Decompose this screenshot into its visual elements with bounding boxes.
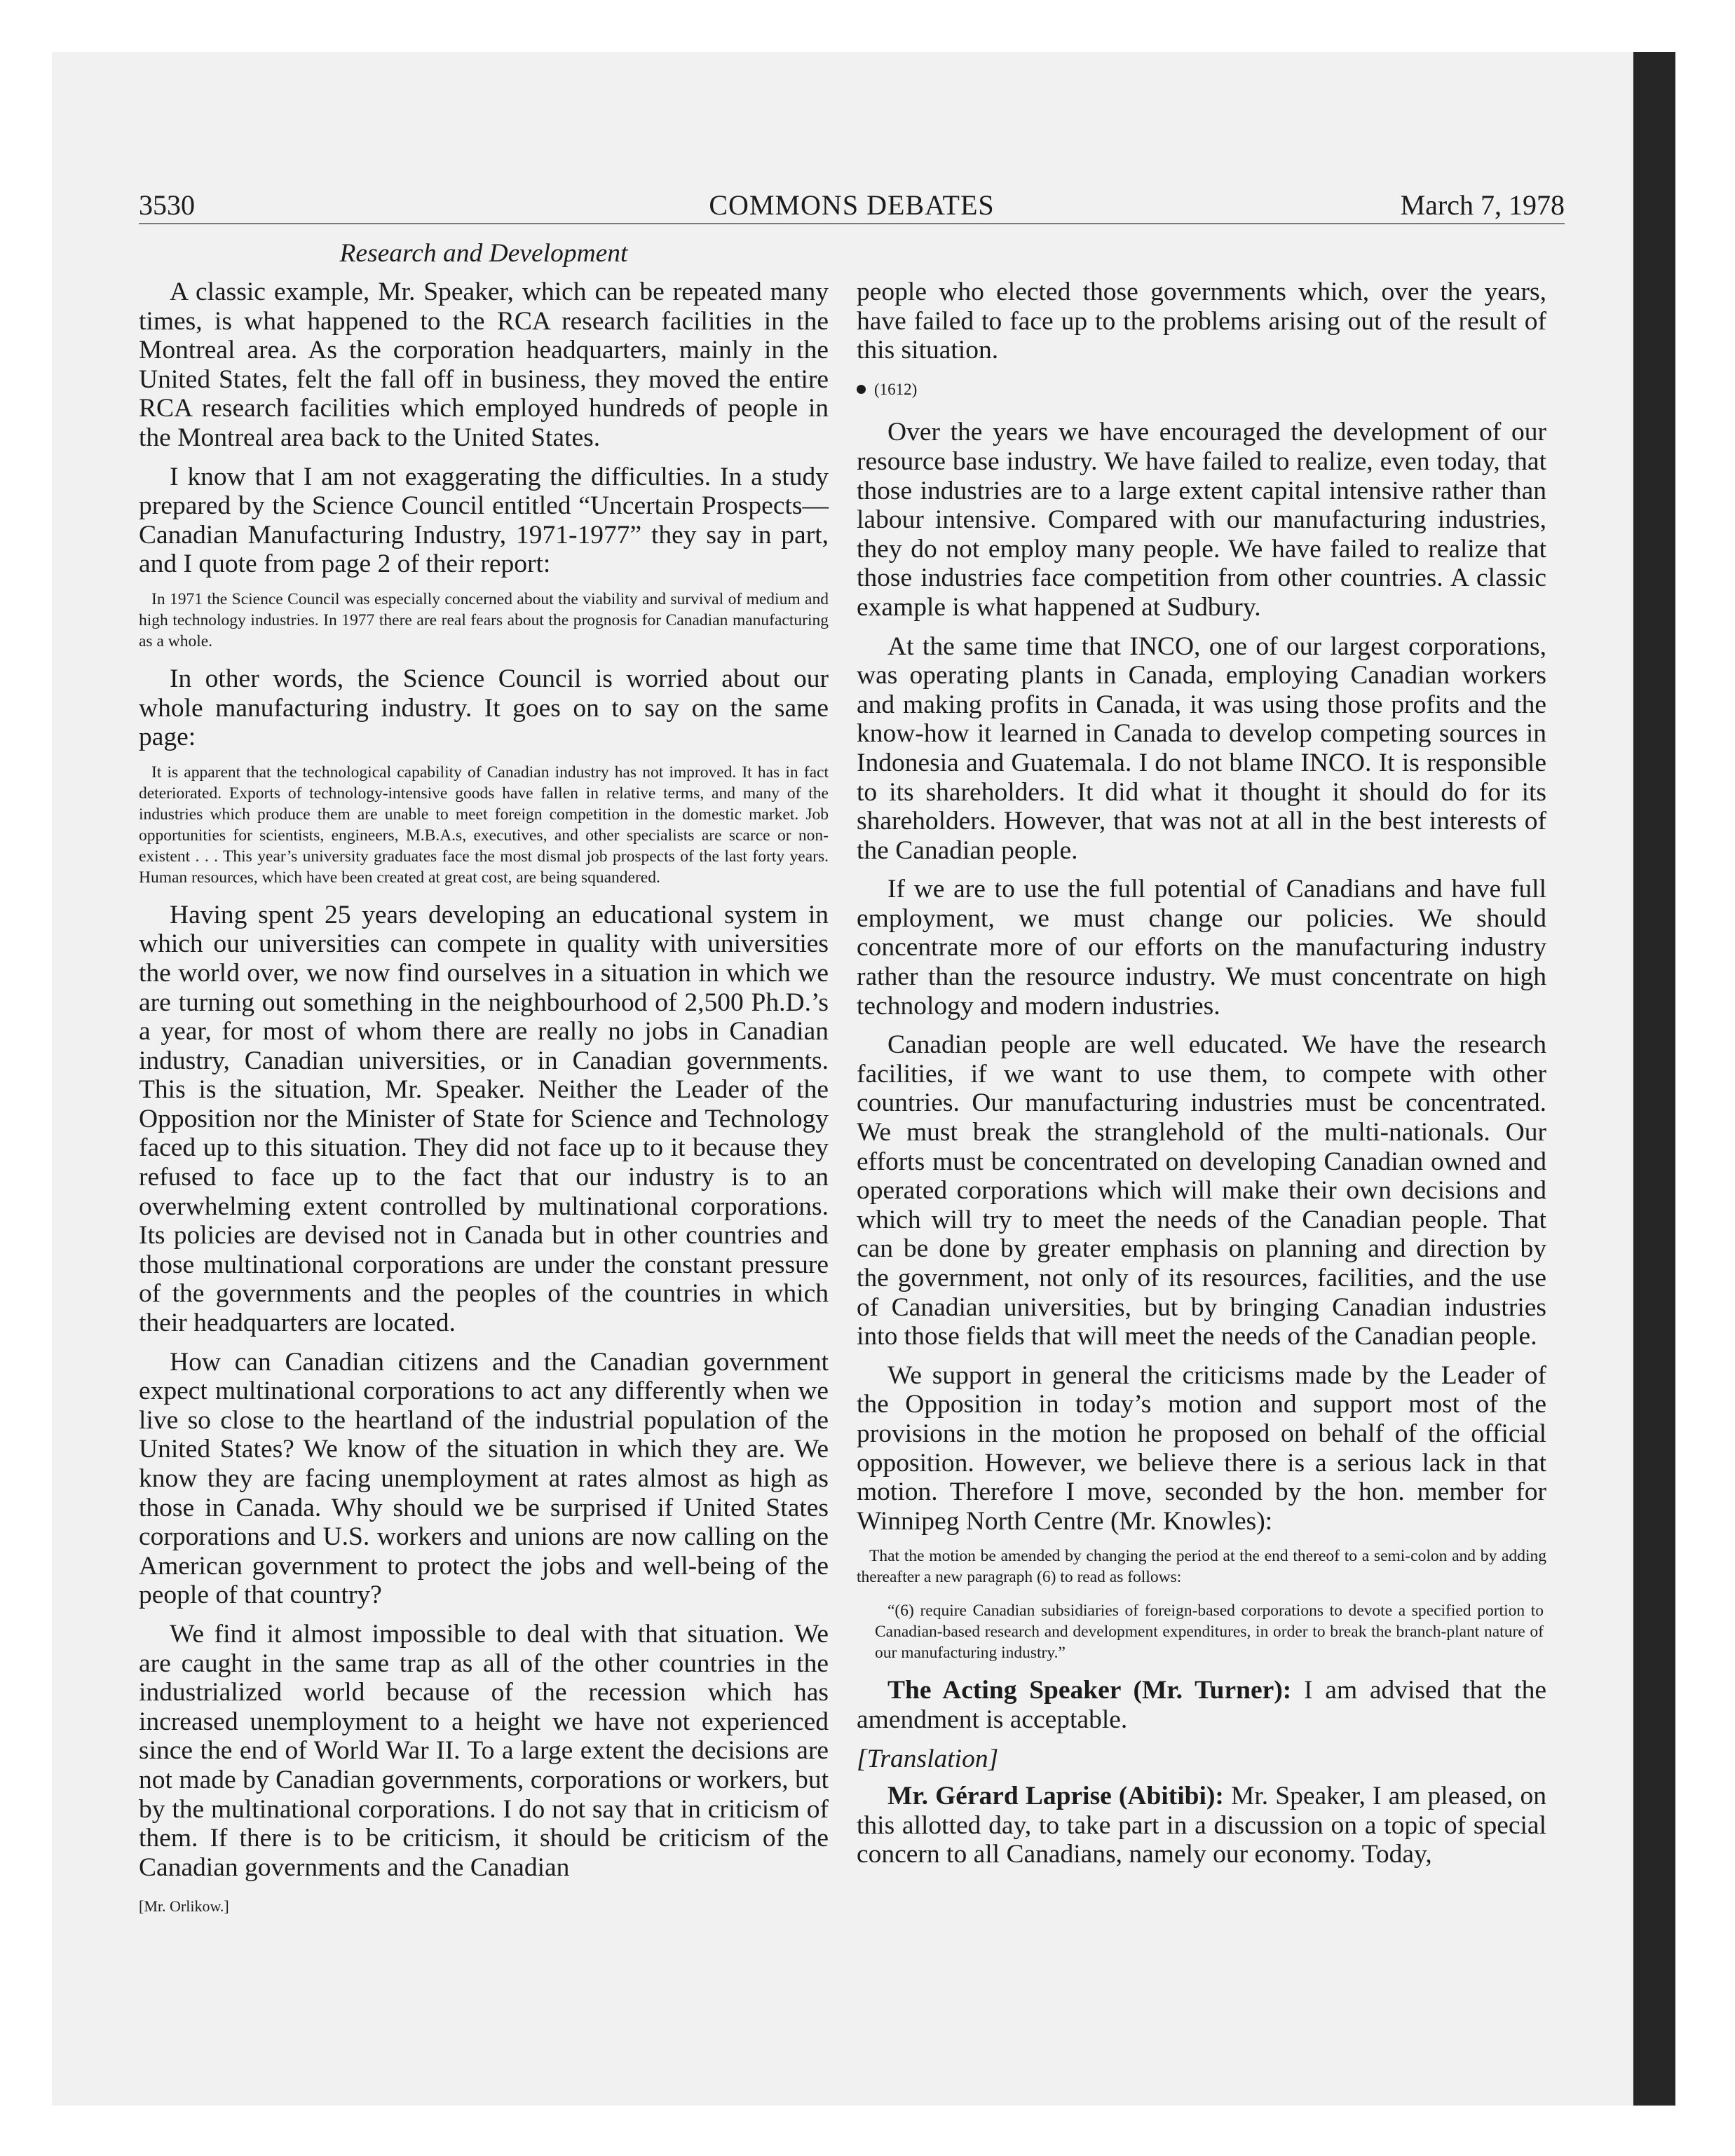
motion-quote: “(6) require Canadian subsidiaries of foreign-based corporations to devote a specified portion to Canadian-based research and development expenditures, in order to break the branch-plant nature of our manufacturing industry.” xyxy=(875,1602,1544,1663)
speech-text: I am advised that the amendment is acceptable. xyxy=(857,1676,1546,1734)
translation-label: [Translation] xyxy=(857,1744,999,1773)
scan-edge-bar xyxy=(1633,52,1675,2106)
bullet-icon xyxy=(857,385,866,394)
paragraph: Having spent 25 years developing an educational system in which our universities can compete in quality with universities the world over, we now find ourselves in a situation in which we are turning out something in the neighbourhood of 2,500 Ph.D.’s a year, for most of whom there are really no jobs in Canadian industry, Canadian universities, or in Canadian governments. This is the situation, Mr. Speaker. Neither the Leader of the Opposition nor the Minister of State for Science and Technology faced up to this situation. They did not face up to it because they refused to face up to the fact that our industry is to an overwhelming extent controlled by multinational corporations. Its policies are devised not in Canada but in other countries and those multinational corporations are under the constant pressure of the governments and the peoples of the countries in which their headquarters are located. xyxy=(139,900,829,1338)
page-header xyxy=(139,188,1565,224)
publication-date: March 7, 1978 xyxy=(1400,189,1565,221)
left-column xyxy=(139,238,829,1921)
block-quote: It is apparent that the technological capability of Canadian industry has not improved. It has in fact deteriorated. Exports of technology-intensive goods have fallen in relative terms, and many of the industries which produce them are unable to meet foreign competition in the domestic market. Job opportunities for scientists, engineers, M.B.A.s, executives, and other specialists are scarce or non-existent . . . This year’s university graduates face the most dismal job prospects of the last forty years. Human resources, which have been created at great cost, are being squandered. xyxy=(139,763,829,887)
section-heading: Research and Development xyxy=(339,239,628,268)
block-quote: In 1971 the Science Council was especially concerned about the viability and survival of medium and high technology industries. In 1977 there are real fears about the prognosis for Canadian manufacturing as a whole. xyxy=(139,589,829,650)
paragraph: Over the years we have encouraged the development of our resource base industry. We have failed to realize, even today, that those industries are to a large extent capital intensive rather than labour intensive. Compared with our manufacturing industries, they do not employ many people. We have failed to realize that those industries face competition from other countries. A classic example is what happened at Sudbury. xyxy=(857,418,1546,622)
right-column xyxy=(857,278,1546,1879)
paragraph: A classic example, Mr. Speaker, which can be repeated many times, is what happened to the RCA research facilities in the Montreal area. As the corporation headquarters, mainly in the United States, felt the fall off in business, they moved the entire RCA research facilities which employed hundreds of people in the Montreal area back to the United States. xyxy=(139,278,829,452)
page-number: 3530 xyxy=(139,189,195,221)
paragraph: I know that I am not exaggerating the difficulties. In a study prepared by the Science Council entitled “Uncertain Prospects—Canadian Manufacturing Industry, 1971-1977” they say in part, and I quote from page 2 of their report: xyxy=(139,462,829,579)
paragraph xyxy=(857,1782,1546,1869)
time-marker xyxy=(857,375,1546,404)
publication-title: COMMONS DEBATES xyxy=(709,189,995,221)
paragraph: people who elected those governments which, over the years, have failed to face up to the problems arising out of the result of this situation. xyxy=(857,278,1546,365)
paragraph: How can Canadian citizens and the Canadian government expect multinational corporations to act any differently when we live so close to the heartland of the industrial population of the United States? We know of the situation in which they are. We know they are facing unemployment at rates almost as high as those in Canada. Why should we be surprised if United States corporations and U.S. workers and unions are now calling on the American government to protect the jobs and well-being of the people of that country? xyxy=(139,1347,829,1610)
paragraph xyxy=(857,1676,1546,1734)
paragraph: In other words, the Science Council is worried about our whole manufacturing industry. It goes on to say on the same page: xyxy=(139,664,829,752)
paragraph: At the same time that INCO, one of our largest corporations, was operating plants in Canada, employing Canadian workers and making profits in Canada, it was using those profits and the know-how it learned in Canada to develop competing sources in Indonesia and Guatemala. I do not blame INCO. It is responsible to its shareholders. It did what it thought it should do for its shareholders. However, that was not at all in the best interests of the Canadian people. xyxy=(857,632,1546,865)
time-marker-label: (1612) xyxy=(874,380,918,398)
speaker-name: Mr. Gérard Laprise (Abitibi): xyxy=(887,1782,1224,1811)
speech-text: Mr. Speaker, I am pleased, on this allotted day, to take part in a discussion on a topic of special concern to all Canadians, namely our economy. Today, xyxy=(857,1782,1546,1869)
paragraph: Canadian people are well educated. We have the research facilities, if we want to use them, to compete with other countries. Our manufacturing industries must be concentrated. We must break the stranglehold of the multi-nationals. Our efforts must be concentrated on developing Canadian owned and operated corporations which will make their own decisions and which will try to meet the needs of the Canadian people. That can be done by greater emphasis on planning and direction by the government, not only of its resources, facilities, and the use of Canadian universities, but by bringing Canadian industries into those fields that will meet the needs of the Canadian people. xyxy=(857,1030,1546,1351)
paragraph: We support in general the criticisms made by the Leader of the Opposition in today’s motion and support most of the provisions in the motion he proposed on behalf of the official opposition. However, we believe there is a serious lack in that motion. Therefore I move, seconded by the hon. member for Winnipeg North Centre (Mr. Knowles): xyxy=(857,1360,1546,1536)
paragraph: If we are to use the full potential of Canadians and have full employment, we must change our policies. We should concentrate more of our efforts on the manufacturing industry rather than the resource industry. We must concentrate on high technology and modern industries. xyxy=(857,875,1546,1021)
speaker-note: [Mr. Orlikow.] xyxy=(139,1897,229,1916)
motion-quote: That the motion be amended by changing the period at the end thereof to a semi-colon and by adding thereafter a new paragraph (6) to read as follows: xyxy=(857,1547,1546,1587)
speaker-name: The Acting Speaker (Mr. Turner): xyxy=(887,1676,1292,1705)
paragraph: We find it almost impossible to deal with that situation. We are caught in the same trap as all of the other countries in the industrialized world because of the recession which has increased unemployment to a height we have not experienced since the end of World War II. To a large extent the decisions are not made by Canadian governments, corporations or workers, but by the multinational corporations. I do not say that in criticism of them. If there is to be criticism, it should be criticism of the Canadian governments and the Canadian xyxy=(139,1619,829,1882)
